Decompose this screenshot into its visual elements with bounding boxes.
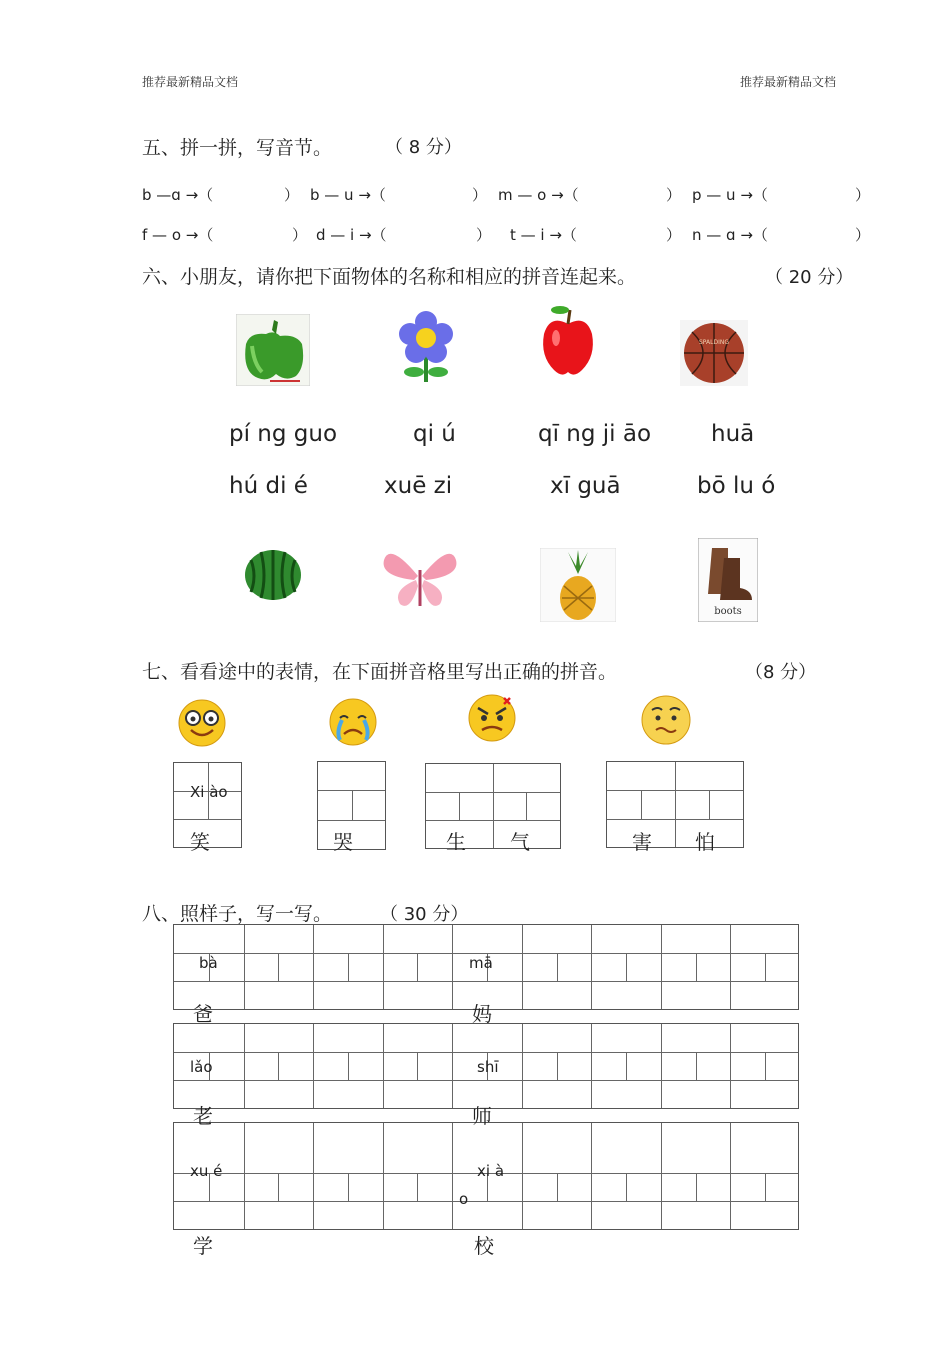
grid-line bbox=[696, 1052, 697, 1080]
pepper-image bbox=[236, 314, 310, 386]
grid-line bbox=[313, 1024, 314, 1108]
sec5-item: n — ɑ →（ bbox=[692, 226, 768, 244]
grid-line bbox=[557, 1052, 558, 1080]
sec8-score: （ 30 分） bbox=[380, 904, 469, 925]
sec7-title: 七、看看途中的表情，在下面拼音格里写出正确的拼音。 bbox=[142, 661, 618, 683]
sec5-bracket: ） bbox=[855, 186, 871, 204]
grid-line bbox=[383, 1024, 384, 1108]
grid-line bbox=[557, 953, 558, 981]
grid-line bbox=[348, 1173, 349, 1201]
sec8-char-lao: 老 bbox=[193, 1104, 213, 1128]
sec8-pinyin-lao: lǎo bbox=[190, 1058, 213, 1076]
grid-line bbox=[417, 1052, 418, 1080]
grid-line bbox=[661, 1123, 662, 1229]
sec5-bracket: ） bbox=[292, 226, 308, 244]
grid-line bbox=[174, 981, 798, 982]
sec8-pinyin-ba: bà bbox=[199, 954, 218, 972]
flower-image bbox=[394, 308, 458, 386]
sec5-item: b —ɑ →（ bbox=[142, 186, 214, 204]
scared-face-icon bbox=[638, 690, 694, 746]
sec8-pinyin-shi: shī bbox=[477, 1058, 499, 1076]
grid-line bbox=[244, 1024, 245, 1108]
grid-line bbox=[278, 953, 279, 981]
sec5-bracket: ） bbox=[476, 226, 492, 244]
grid-line bbox=[626, 953, 627, 981]
char-xiao: 笑 bbox=[190, 830, 210, 854]
basketball-image bbox=[680, 320, 748, 386]
grid-line bbox=[522, 1024, 523, 1108]
char-ku: 哭 bbox=[333, 830, 353, 854]
grid-line bbox=[244, 1123, 245, 1229]
grid-line bbox=[661, 1024, 662, 1108]
apple-image bbox=[538, 304, 598, 380]
grid-line bbox=[313, 925, 314, 1009]
grid-line bbox=[626, 1173, 627, 1201]
grid-line bbox=[174, 1080, 798, 1081]
sec8-char-shi: 师 bbox=[472, 1104, 492, 1128]
smile-face-icon bbox=[177, 698, 227, 748]
crying-face-icon bbox=[326, 696, 380, 748]
sec7-score: （8 分） bbox=[745, 662, 817, 683]
watermelon-image bbox=[241, 546, 305, 602]
grid-line bbox=[765, 1173, 766, 1201]
grid-line bbox=[278, 1052, 279, 1080]
char-sheng: 生 bbox=[446, 830, 466, 854]
pinyin-hudie: hú di é bbox=[229, 473, 308, 499]
grid-line bbox=[174, 1201, 798, 1202]
pinyin-xuezi: xuē zi bbox=[384, 473, 453, 499]
sec8-pinyin-ma: mā bbox=[469, 954, 493, 972]
sec5-item: m — o →（ bbox=[498, 186, 579, 204]
grid-line bbox=[452, 1024, 453, 1108]
grid-line bbox=[278, 1173, 279, 1201]
grid-line bbox=[244, 925, 245, 1009]
grid-line bbox=[591, 925, 592, 1009]
sec8-char-xue: 学 bbox=[193, 1234, 213, 1258]
grid-line bbox=[730, 925, 731, 1009]
sec5-item: t — i →（ bbox=[510, 226, 577, 244]
grid-line bbox=[348, 953, 349, 981]
char-hai: 害 bbox=[632, 830, 652, 854]
sec8-pinyin-xiao: xi à bbox=[477, 1162, 505, 1180]
pinyin-grid-haipa[interactable] bbox=[606, 761, 744, 848]
pinyin-hua: huā bbox=[711, 421, 755, 447]
sec8-title: 八、照样子，写一写。 bbox=[142, 903, 333, 925]
header-right: 推荐最新精品文档 bbox=[740, 75, 837, 89]
pinyin-qingjiao: qī ng ji āo bbox=[538, 421, 652, 447]
pinyin-qiu: qi ú bbox=[413, 421, 456, 447]
sec5-bracket: ） bbox=[472, 186, 488, 204]
grid-line bbox=[591, 1123, 592, 1229]
grid-line bbox=[557, 1173, 558, 1201]
grid-line bbox=[522, 1123, 523, 1229]
basketball-label: SPALDING bbox=[698, 339, 730, 346]
grid-line bbox=[696, 1173, 697, 1201]
grid-line bbox=[313, 1123, 314, 1229]
grid-line bbox=[417, 953, 418, 981]
sec5-bracket: ） bbox=[284, 186, 300, 204]
pineapple-image bbox=[540, 548, 616, 622]
example-pinyin: Xi ào bbox=[190, 783, 228, 801]
sec8-pinyin-xue: xu é bbox=[190, 1162, 223, 1180]
grid-line bbox=[383, 1123, 384, 1229]
grid-line bbox=[765, 1052, 766, 1080]
sec5-item: p — u →（ bbox=[692, 186, 768, 204]
sec8-char-ma: 妈 bbox=[472, 1002, 492, 1026]
butterfly-image bbox=[380, 540, 460, 616]
grid-line bbox=[730, 1024, 731, 1108]
grid-line bbox=[452, 925, 453, 1009]
sec5-bracket: ） bbox=[666, 226, 682, 244]
sec6-title: 六、小朋友，请你把下面物体的名称和相应的拼音连起来。 bbox=[142, 266, 637, 288]
sec5-item: d — i →（ bbox=[316, 226, 387, 244]
grid-line bbox=[417, 1173, 418, 1201]
char-qi: 气 bbox=[510, 830, 530, 854]
grid-line bbox=[383, 925, 384, 1009]
sec5-title: 五、拼一拼，写音节。 bbox=[142, 137, 333, 159]
grid-line bbox=[452, 1123, 453, 1229]
grid-line bbox=[626, 1052, 627, 1080]
sec5-item: b — u →（ bbox=[310, 186, 386, 204]
boots-label: boots bbox=[714, 606, 742, 617]
sec5-bracket: ） bbox=[666, 186, 682, 204]
grid-line bbox=[696, 953, 697, 981]
grid-line bbox=[765, 953, 766, 981]
sec6-score: （ 20 分） bbox=[765, 267, 854, 288]
boots-image bbox=[698, 538, 758, 622]
grid-line bbox=[661, 925, 662, 1009]
grid-line bbox=[591, 1024, 592, 1108]
sec5-item: f — o →（ bbox=[142, 226, 214, 244]
sec8-char-ba: 爸 bbox=[193, 1002, 213, 1026]
sec8-char-xiao: 校 bbox=[474, 1234, 494, 1258]
pinyin-xigua: xī guā bbox=[550, 473, 621, 499]
grid-line bbox=[174, 1052, 798, 1053]
header-left: 推荐最新精品文档 bbox=[142, 75, 239, 89]
grid-line bbox=[730, 1123, 731, 1229]
char-pa: 怕 bbox=[695, 830, 715, 854]
sec5-bracket: ） bbox=[855, 226, 871, 244]
grid-line bbox=[522, 925, 523, 1009]
pinyin-boluo: bō lu ó bbox=[697, 473, 776, 499]
sec8-pinyin-xiao-o: o bbox=[459, 1190, 469, 1208]
angry-face-icon bbox=[466, 692, 520, 744]
pinyin-pingguo: pí ng guo bbox=[229, 421, 338, 447]
sec5-score: （ 8 分） bbox=[385, 137, 462, 158]
grid-line bbox=[348, 1052, 349, 1080]
